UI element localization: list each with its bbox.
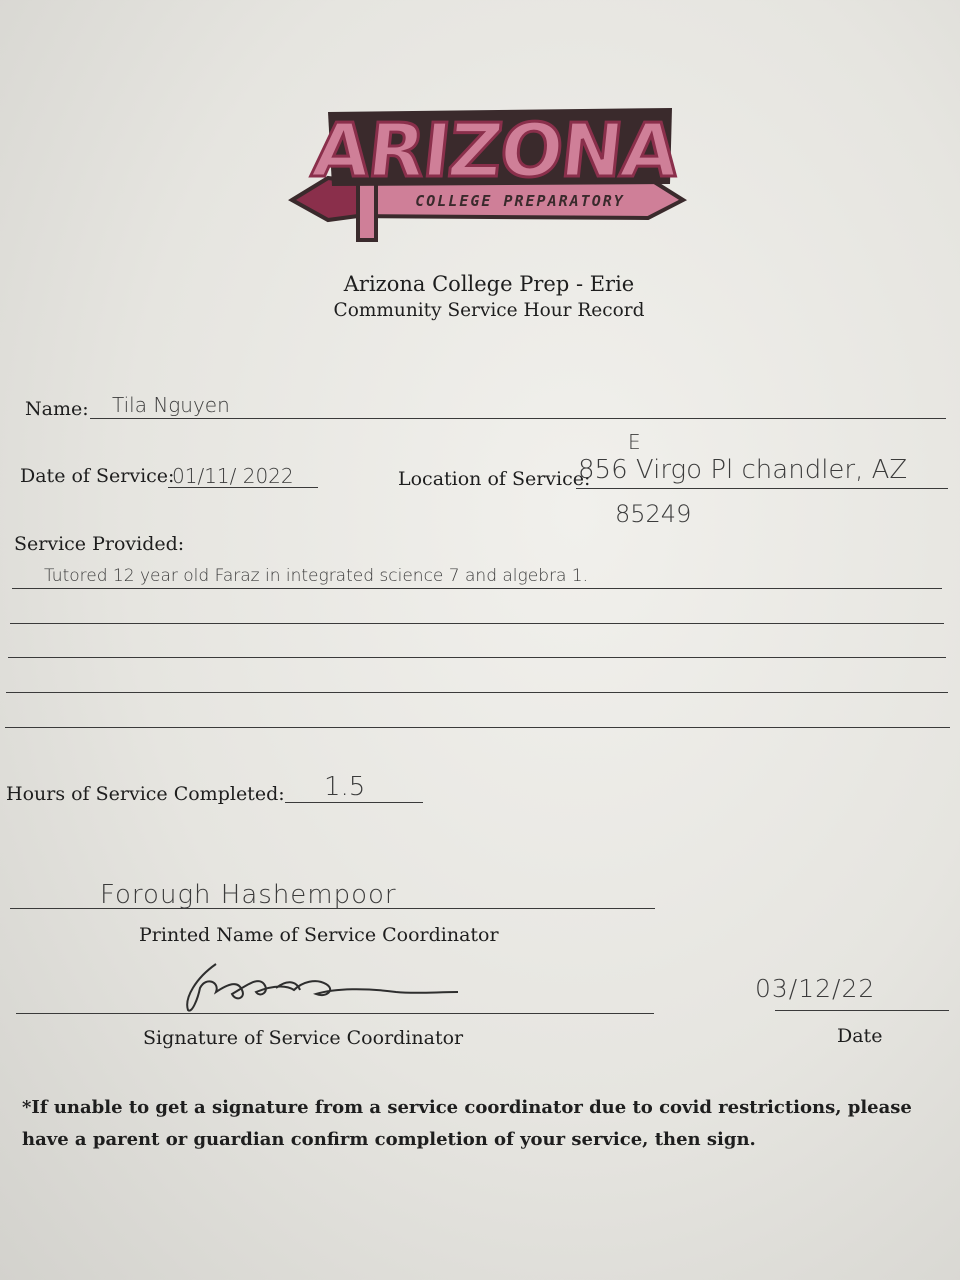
location-value: 856 Virgo Pl chandler, AZ <box>578 455 908 485</box>
service-value: Tutored 12 year old Faraz in integrated science 7 and algebra 1. <box>44 566 589 586</box>
hours-label: Hours of Service Completed: <box>6 783 285 805</box>
date-value: 01/11/ 2022 <box>172 464 294 488</box>
hours-value: 1.5 <box>324 772 366 802</box>
signed-date-line <box>775 1010 949 1011</box>
name-value: Tila Nguyen <box>112 393 230 417</box>
location-value-prefix: E <box>628 430 641 454</box>
coordinator-signature <box>176 958 466 1018</box>
school-logo <box>288 100 688 248</box>
name-label: Name: <box>25 398 89 420</box>
name-line <box>90 418 946 419</box>
date-label: Date of Service: <box>20 465 175 487</box>
service-line-5 <box>5 727 950 728</box>
signature-caption: Signature of Service Coordinator <box>143 1027 464 1049</box>
service-line-3 <box>8 657 946 658</box>
service-label: Service Provided: <box>14 533 185 555</box>
logo-wordmark: ARIZONA <box>308 108 681 194</box>
service-line-1 <box>12 588 942 589</box>
footnote: *If unable to get a signature from a service coordinator due to covid restrictions, please have a parent or guardian confirm completion of your service, then sign. <box>22 1097 912 1150</box>
coordinator-name-caption: Printed Name of Service Coordinator <box>139 924 499 946</box>
date-caption: Date <box>837 1025 883 1047</box>
hours-line <box>285 802 423 803</box>
location-line <box>576 488 948 489</box>
form-title: Arizona College Prep - Erie <box>343 272 635 296</box>
location-value-zip: 85249 <box>615 500 692 528</box>
service-line-4 <box>6 692 948 693</box>
form-subtitle: Community Service Hour Record <box>333 300 645 321</box>
service-line-2 <box>10 623 944 624</box>
signed-date-value: 03/12/22 <box>755 974 876 1003</box>
coordinator-name-value: Forough Hashempoor <box>100 880 397 910</box>
logo-subtitle: COLLEGE PREPARATORY <box>415 192 625 210</box>
location-label: Location of Service: <box>398 468 591 490</box>
